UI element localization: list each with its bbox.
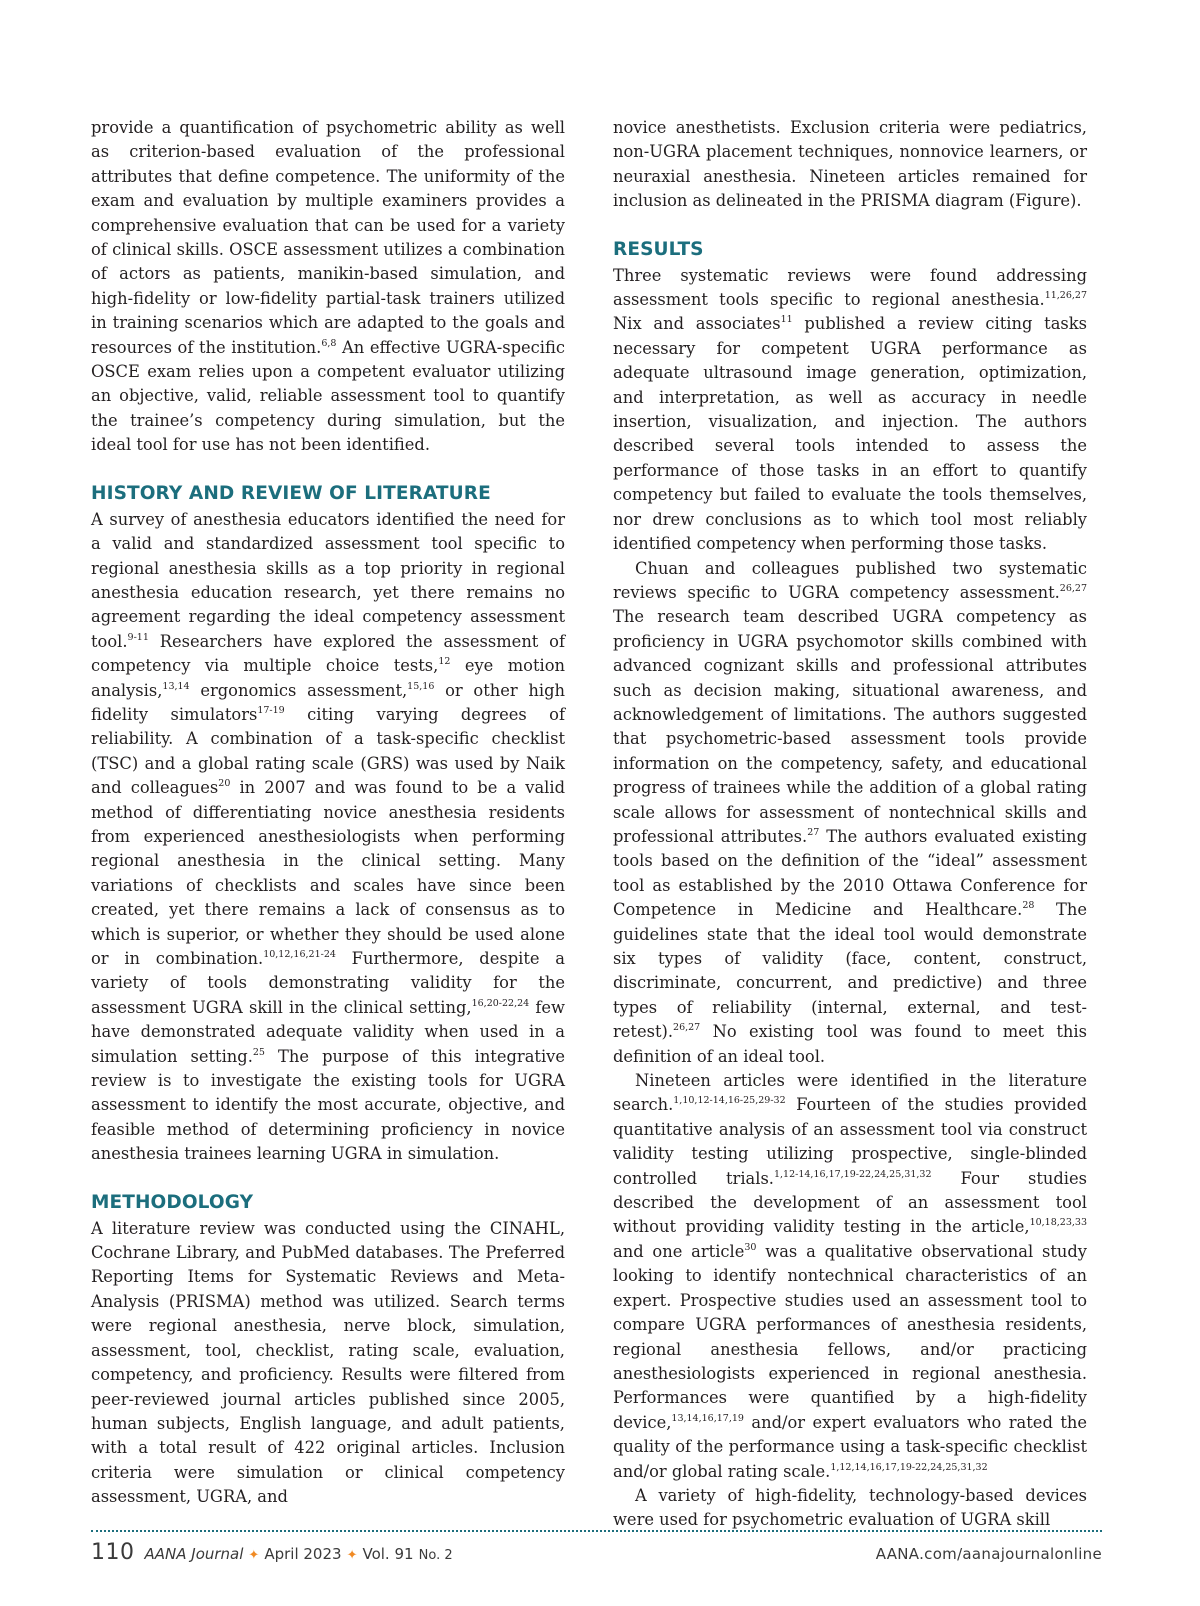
left-column [91, 116, 565, 1510]
citation-superscript: 13,14 [162, 680, 190, 692]
footer-divider [91, 1530, 1102, 1532]
paragraph: A variety of high-fidelity, technology-based devices were used for psychometric evaluation of UGRA skill [613, 1485, 1087, 1530]
page-footer [91, 1540, 1102, 1570]
paragraph: novice anesthetists. Exclusion criteria were pediatrics, non-UGRA placement techniques, nonnovice learners, or neuraxial anesthesia. Nineteen articles remained for inclusion as delineated in the PRISMA diagram (Figure). [613, 118, 1087, 211]
journal-name: AANA Journal [144, 1545, 244, 1563]
citation-superscript: 13,14,16,17,19 [671, 1412, 744, 1424]
paragraph: Three systematic reviews were found addressing assessment tools specific to regional anesthesia.$^{11,26,27}$ Nix and associates$^{11}$ published a review citing tasks necessary for competent UGRA performance as adequate ultrasound image generation, optimization, and interpretation, as well as accuracy in needle insertion, visualization, and injection. The authors described several tools intended to assess the performance of those tasks in an effort to quantify competency but failed to evaluate the tools themselves, nor drew conclusions as to which tool most reliably identified competency when performing those tasks. [613, 265, 1087, 554]
citation-superscript: 6,8 [321, 337, 337, 349]
section-heading-results: RESULTS [613, 238, 704, 260]
paragraph: provide a quantification of psychometric ability as well as criterion-based evaluation of the professional attributes that define competence. The uniformity of the exam and evaluation by multiple examiners provides a comprehensive evaluation that can be used for a variety of clinical skills. OSCE assessment utilizes a combination of actors as patients, manikin-based simulation, and high-fidelity or low-fidelity partial-task trainers utilized in training scenarios which are adapted to the goals and resources of the institution.$^{6,8}$ An effective UGRA-specific OSCE exam relies upon a competent evaluator utilizing an objective, valid, reliable assessment tool to quantify the trainee’s competency during simulation, but the ideal tool for use has not been identified. [91, 118, 565, 455]
citation-superscript: 10,18,23,33 [1029, 1217, 1087, 1229]
paragraph: A literature review was conducted using the CINAHL, Cochrane Library, and PubMed databases. The Preferred Reporting Items for Systematic Reviews and Meta-Analysis (PRISMA) method was utilized. Search terms were regional anesthesia, nerve block, simulation, assessment, tool, checklist, rating scale, evaluation, competency, and proficiency. Results were filtered from peer-reviewed journal articles published since 2005, human subjects, English language, and adult patients, with a total result of 422 original articles. Inclusion criteria were simulation or clinical competency assessment, UGRA, and [91, 1218, 565, 1507]
citation-superscript: 17-19 [257, 704, 285, 716]
citation-superscript: 20 [218, 778, 231, 790]
citation-superscript: 12 [438, 656, 451, 668]
journal-url: AANA.com/aanajournalonline [875, 1545, 1102, 1563]
citation-superscript: 15,16 [407, 680, 435, 692]
citation-superscript: 1,12-14,16,17,19-22,24,25,31,32 [773, 1168, 932, 1180]
section-heading-history: HISTORY AND REVIEW OF LITERATURE [91, 482, 491, 504]
right-column [613, 116, 1087, 1533]
paragraph: Nineteen articles were identified in the literature search.$^{1,10,12-14,16-25,29-32}$ Fourteen of the studies provided quantitative analysis of an assessment tool via construct validity testing utilizing prospective, single-blinded controlled trials.$^{1,12-14,16,17,19-22,24,25,31,32}$ Four studies described the development of an assessment tool without providing validity testing in the article,$^{10,18,23,33}$ and one article$^{30}$ was a qualitative observational study looking to identify nontechnical characteristics of an expert. Prospective studies used an assessment tool to compare UGRA performances of anesthesia residents, regional anesthesia fellows, and/or practicing anesthesiologists experienced in regional anesthesia. Performances were quantified by a high-fidelity device,$^{13,14,16,17,19}$ and/or expert evaluators who rated the quality of the performance using a task-specific checklist and/or global rating scale.$^{1,12,14,16,17,19-22,24,25,31,32}$ [613, 1071, 1087, 1481]
citation-superscript: 27 [807, 826, 820, 838]
citation-superscript: 11 [780, 314, 793, 326]
diamond-separator-icon: ✦ [248, 1548, 260, 1563]
issue-number: No. 2 [418, 1548, 453, 1563]
citation-superscript: 10,12,16,21-24 [263, 949, 336, 960]
paragraph: Chuan and colleagues published two systematic reviews specific to UGRA competency assessment.$^{26,27}$ The research team described UGRA competency as proficiency in UGRA psychomotor skills combined with advanced cognizant skills and professional attributes such as decision making, situational awareness, and acknowledgement of limitations. The authors suggested that psychometric-based assessment tools provide information on the competency, safety, and educational progress of trainees while the addition of a global rating scale allows for assessment of nontechnical skills and professional attributes.$^{27}$ The authors evaluated existing tools based on the definition of the “ideal” assessment tool as established by the 2010 Ottawa Conference for Competence in Medicine and Healthcare.$^{28}$ The guidelines state that the ideal tool would demonstrate six types of validity (face, content, construct, discriminate, concurrent, and predictive) and three types of reliability (internal, external, and test-retest).$^{26,27}$ No existing tool was found to meet this definition of an ideal tool. [613, 558, 1088, 1066]
citation-superscript: 30 [744, 1241, 757, 1253]
citation-superscript: 9-11 [127, 631, 149, 643]
footer-citation [91, 1540, 453, 1565]
citation-superscript: 26,27 [673, 1022, 701, 1034]
citation-superscript: 26,27 [1059, 582, 1087, 594]
issue-date: April 2023 [264, 1545, 342, 1563]
page-number: 110 [91, 1540, 135, 1565]
citation-superscript: 1,12,14,16,17,19-22,24,25,31,32 [830, 1461, 988, 1473]
volume: Vol. 91 [362, 1545, 414, 1563]
diamond-separator-icon: ✦ [346, 1548, 358, 1563]
section-heading-methodology: METHODOLOGY [91, 1191, 254, 1213]
citation-superscript: 16,20-22,24 [471, 997, 530, 1009]
paragraph: A survey of anesthesia educators identified the need for a valid and standardized assessment tool specific to regional anesthesia skills as a top priority in regional anesthesia education research, yet there remains no agreement regarding the ideal competency assessment tool.$^{9-11}$ Researchers have explored the assessment of competency via multiple choice tests,$^{12}$ eye motion analysis,$^{13,14}$ ergonomics assessment,$^{15,16}$ or other high fidelity simulators$^{17-19}$ citing varying degrees of reliability. A combination of a task-specific checklist (TSC) and a global rating scale (GRS) was used by Naik and colleagues$^{20}$ in 2007 and was found to be a valid method of differentiating novice anesthesia residents from experienced anesthesiologists when performing regional anesthesia in the clinical setting. Many variations of checklists and scales have since been created, yet there remains a lack of consensus as to which is superior, or whether they should be used alone or in combination.$^{10,12,16,21-24}$ Furthermore, despite a variety of tools demonstrating validity for the assessment UGRA skill in the clinical setting,$^{16,20-22,24}$ few have demonstrated adequate validity when used in a simulation setting.$^{25}$ The purpose of this integrative review is to investigate the existing tools for UGRA assessment to identify the most accurate, objective, and feasible method of determining proficiency in novice anesthesia trainees learning UGRA in simulation. [91, 509, 565, 1164]
citation-superscript: 28 [1022, 900, 1035, 912]
citation-superscript: 1,10,12-14,16-25,29-32 [673, 1095, 786, 1107]
citation-superscript: 11,26,27 [1044, 290, 1087, 302]
citation-superscript: 25 [252, 1046, 265, 1058]
